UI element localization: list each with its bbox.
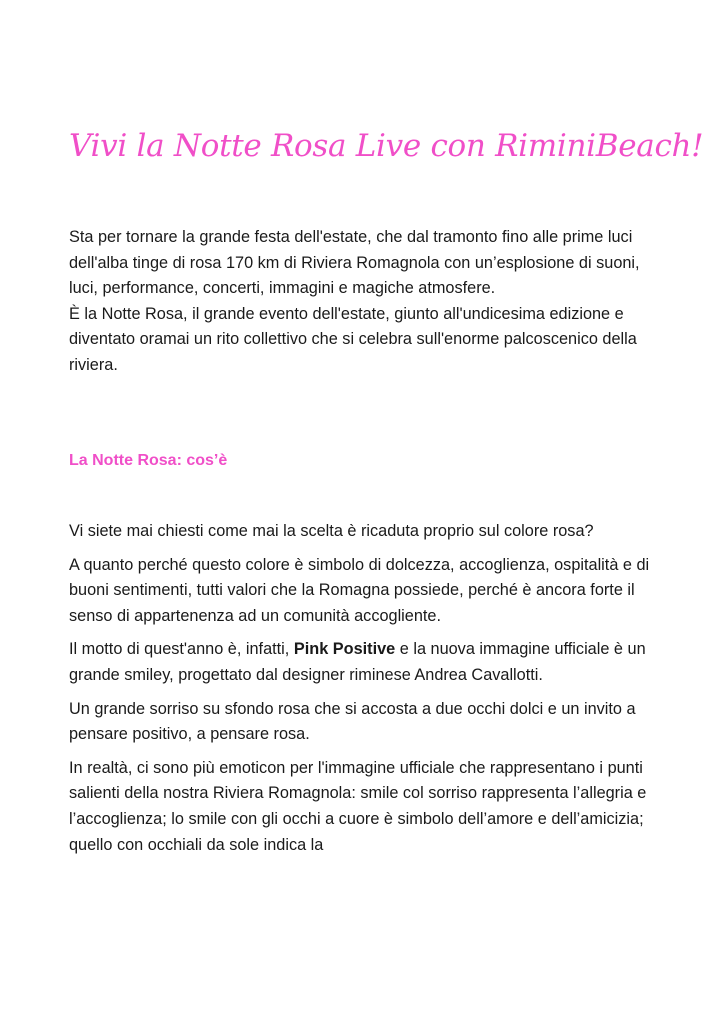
paragraph-question: Vi siete mai chiesti come mai la scelta è ricaduta proprio sul colore rosa? <box>69 522 594 540</box>
paragraph-emoticons: In realtà, ci sono più emoticon per l'immagine ufficiale che rappresentano i punti salienti della nostra Riviera Romagnola: smile col sorriso rappresenta l’allegria e l’accoglienza; lo smile con gli occhi a cuore è simbolo dell’amore e dell’amicizia; quello con occhiali da sole indica la <box>69 758 647 854</box>
paragraph-smile: Un grande sorriso su sfondo rosa che si accosta a due occhi dolci e un invito a pensare positivo, a pensare rosa. <box>69 699 636 744</box>
section-body <box>69 519 659 866</box>
motto-text-after: e la nuova immagine ufficiale è un grande smiley, progettato dal designer riminese Andrea Cavallotti. <box>69 640 646 684</box>
paragraph-motto <box>69 637 659 688</box>
motto-text-before: Il motto di quest'anno è, infatti, <box>69 640 294 659</box>
motto-bold: Pink Positive <box>293 640 396 659</box>
paragraph-pink-meaning: A quanto perché questo colore è simbolo di dolcezza, accoglienza, ospitalità e di buoni sentimenti, tutti valori che la Romagna possiede, perché è ancora forte il senso di appartenenza ad un comunità accogliente. <box>69 555 650 625</box>
section-heading: La Notte Rosa: cos’è <box>69 452 228 469</box>
intro-paragraph: Sta per tornare la grande festa dell'estate, che dal tramonto fino alle prime luci dell'alba tinge di rosa 170 km di Riviera Romagnola con un’esplosione di suoni, luci, performance, concerti, immagini e magiche atmosfere. <box>69 228 640 298</box>
intro-paragraph: È la Notte Rosa, il grande evento dell'estate, giunto all'undicesima edizione e diventato oramai un rito collettivo che si celebra sull'enorme palcoscenico della riviera. <box>69 304 637 374</box>
intro-section <box>69 225 659 379</box>
page-title: Vivi la Notte Rosa Live con RiminiBeach! <box>69 128 704 164</box>
